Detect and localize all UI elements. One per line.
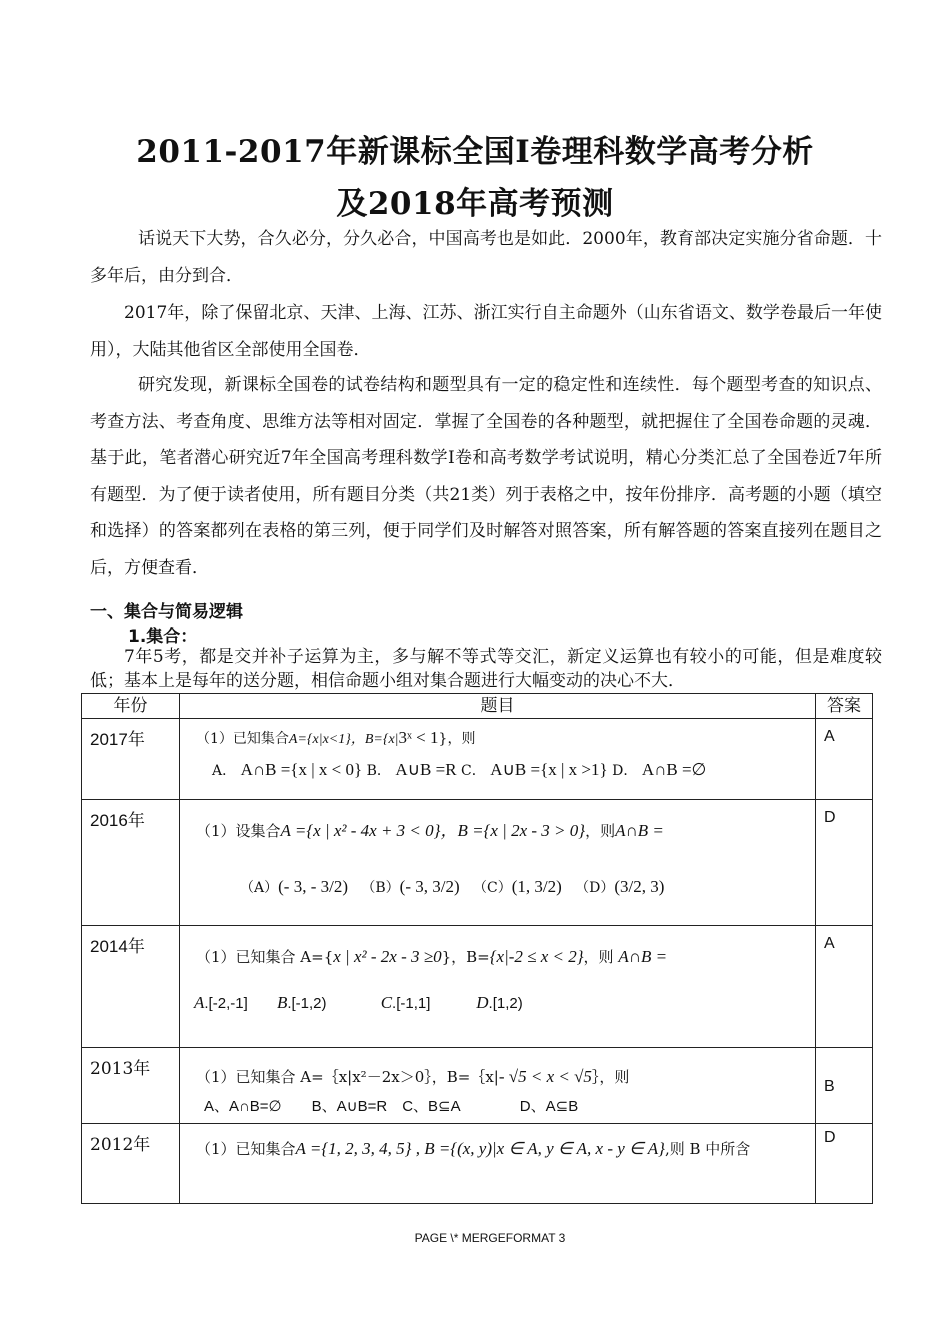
stem-math: x | x² - 2x - 3 ≥0 [333, 947, 442, 966]
section-heading: 一、集合与简易逻辑 [90, 602, 243, 622]
question-cell [180, 719, 816, 800]
question-options [180, 967, 815, 1013]
question-options [180, 841, 815, 897]
option-a-label: （A） [240, 880, 279, 896]
year-label: 2013年 [90, 1059, 151, 1079]
option-c-label: C [380, 993, 393, 1012]
stem-text: （1）已知集合 A={ [196, 948, 334, 966]
answer-label: D [824, 1129, 836, 1146]
stem-suffix: ｝，则 [591, 1068, 630, 1086]
year-cell [82, 719, 180, 800]
table-row [82, 1124, 873, 1204]
stem-math: A ={x | x² - 4x + 3 < 0}，B ={x | 2x - 3 > 0} [280, 821, 586, 840]
stem-math: - √5 < x < √5 [498, 1067, 592, 1086]
question-stem [180, 1124, 815, 1159]
stem-suffix: }，则 [438, 731, 476, 747]
option-b-label: B． [366, 763, 391, 779]
answer-label: A [824, 935, 835, 952]
year-label: 2014年 [90, 937, 145, 956]
option-a-label: A． [212, 763, 237, 779]
option-c-label: C． [461, 763, 486, 779]
option-c-label: （C） [472, 880, 512, 896]
stem-math-2: {x|-2 ≤ x < 2} [489, 947, 584, 966]
stem-text: （1）已知集合 [196, 731, 289, 747]
subsection-heading: 1.集合： [128, 627, 198, 647]
option-c: A∪B ={x | x >1} [490, 760, 608, 779]
answer-label: B [824, 1078, 835, 1095]
stem-suffix: ，则 [585, 822, 616, 840]
question-stem [180, 719, 815, 748]
question-stem [180, 800, 815, 841]
year-label: 2017年 [90, 730, 145, 749]
stem-text: （1）已知集合 [196, 1140, 296, 1158]
header-answer: 答案 [816, 694, 873, 719]
header-question: 题目 [180, 694, 816, 719]
document-title-line-2: 及2018年高考预测 [336, 186, 614, 222]
answer-label: A [824, 728, 835, 745]
option-a: (- 3, - 3/2) [278, 877, 348, 896]
question-stem [180, 1048, 815, 1087]
questions-table [81, 693, 873, 1204]
stem-mid: }，B= [441, 948, 490, 966]
table-row [82, 719, 873, 800]
option-a-label: A [194, 993, 205, 1012]
question-cell [180, 926, 816, 1048]
answer-cell [816, 926, 873, 1048]
option-c: .[-1,1] [392, 995, 431, 1012]
option-c: (1, 3/2) [511, 877, 562, 896]
question-cell [180, 1048, 816, 1124]
stem-math: A ={1, 2, 3, 4, 5} , B ={(x, y)|x ∈ A, y ∈ A, x - y ∈ A} [295, 1139, 665, 1158]
answer-cell [816, 1124, 873, 1204]
option-b: (- 3, 3/2) [399, 877, 460, 896]
stem-tail: A∩B = [615, 821, 664, 840]
stem-suffix: ,则 B 中所含 [664, 1140, 751, 1158]
option-d-label: D． [612, 763, 638, 779]
document-title-line-1: 2011-2017年新课标全国Ⅰ卷理科数学高考分析 [136, 134, 814, 170]
year-cell [82, 926, 180, 1048]
stem-text: （1）已知集合 A=｛x|x²－2x＞0｝，B=｛x| [196, 1068, 499, 1086]
option-b-label: （B） [361, 880, 400, 896]
question-options [180, 748, 815, 780]
option-d: .[1,2) [488, 995, 523, 1012]
year-label: 2012年 [90, 1135, 151, 1155]
option-b-label: B [276, 993, 288, 1012]
option-d-label: （D） [575, 880, 615, 896]
question-options: A、A∩B=∅ B、A∪B=R C、B⊆A D、A⊆B [204, 1098, 579, 1115]
question-stem [180, 926, 815, 967]
stem-math: A={x|x<1}，B={x| [288, 732, 399, 747]
option-a: A∩B ={x | x < 0} [240, 760, 363, 779]
table-header-row [82, 694, 873, 719]
table-row [82, 926, 873, 1048]
option-d: (3/2, 3) [614, 877, 665, 896]
intro-paragraph-3: 研究发现，新课标全国卷的试卷结构和题型具有一定的稳定性和连续性．每个题型考查的知识点、考查方法、考查角度、思维方法等相对固定．掌握了全国卷的各种题型，就把握住了全国卷命题的灵魂．基于此，笔者潜心研究近7年全国高考理科数学Ⅰ卷和高考数学考试说明，精心分类汇总了全国卷近7年所有题型．为了便于读者使用，所有题目分类（共21类）列于表格之中，按年份排序．高考题的小题（填空和选择）的答案都列在表格的第三列，便于同学们及时解答对照答案，所有解答题的答案直接列在题目之后，方便查看． [90, 375, 882, 578]
intro-paragraph-1: 话说天下大势，合久必分，分久必合，中国高考也是如此．2000年，教育部决定实施分省命题．十多年后，由分到合． [90, 229, 882, 286]
option-d-label: D [476, 993, 489, 1012]
option-a: .[-2,-1] [204, 995, 248, 1012]
answer-cell [816, 800, 873, 926]
year-label: 2016年 [90, 811, 145, 830]
option-d: A∩B =∅ [641, 760, 707, 779]
year-cell [82, 1048, 180, 1124]
year-cell [82, 1124, 180, 1204]
stem-tail: A∩B = [618, 947, 668, 966]
answer-label: D [824, 809, 836, 826]
stem-math-exp: 3ˣ < 1 [398, 728, 439, 747]
table-row [82, 1048, 873, 1124]
question-cell [180, 1124, 816, 1204]
option-b: .[-1,2) [287, 995, 327, 1012]
header-year: 年份 [82, 694, 180, 719]
year-cell [82, 800, 180, 926]
section-intro: 7年5考，都是交并补子运算为主，多与解不等式等交汇，新定义运算也有较小的可能，但是难度较低；基本上是每年的送分题，相信命题小组对集合题进行大幅变动的决心不大． [90, 647, 882, 691]
stem-suffix: ，则 [583, 948, 614, 966]
intro-paragraph-2: 2017年，除了保留北京、天津、上海、江苏、浙江实行自主命题外（山东省语文、数学卷最后一年使用），大陆其他省区全部使用全国卷． [90, 303, 882, 360]
stem-text: （1）设集合 [196, 822, 281, 840]
answer-cell [816, 1048, 873, 1124]
table-row [82, 800, 873, 926]
page-footer: PAGE \* MERGEFORMAT 3 [414, 1231, 566, 1245]
question-cell [180, 800, 816, 926]
answer-cell [816, 719, 873, 800]
option-b: A∪B =R [395, 760, 457, 779]
